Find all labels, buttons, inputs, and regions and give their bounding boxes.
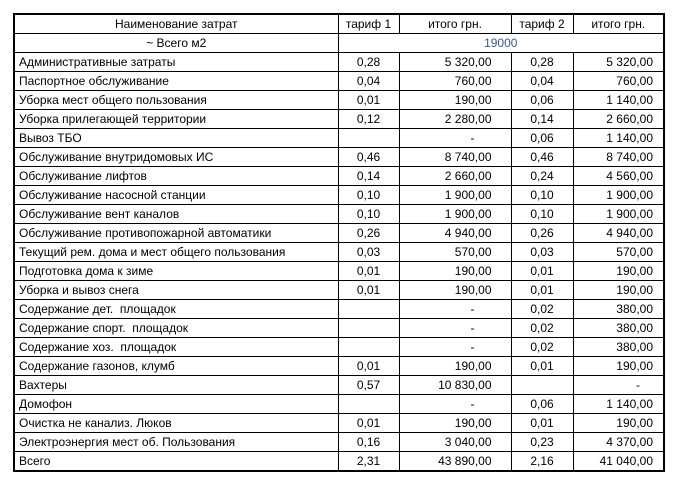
tariff2-cell: 2,16 [511,452,573,472]
total2-cell: 570,00 [573,243,664,262]
total1-cell: 1 900,00 [399,186,511,205]
tariff2-cell: 0,06 [511,129,573,148]
tariff1-cell: 0,14 [338,167,399,186]
table-row [14,53,664,72]
table-row [14,91,664,110]
tariff2-cell: 0,14 [511,110,573,129]
cost-name-cell: Всего [14,452,338,472]
cost-name-cell: Домофон [14,395,338,414]
tariff1-cell [338,338,399,357]
spreadsheet-area [13,13,665,472]
table-row [14,167,664,186]
table-row [14,433,664,452]
tariff2-cell: 0,10 [511,186,573,205]
total1-cell: 10 830,00 [399,376,511,395]
tariff1-cell: 2,31 [338,452,399,472]
cost-name-cell: Электроэнергия мест об. Пользования [14,433,338,452]
table-row [14,72,664,91]
total2-cell: 4 940,00 [573,224,664,243]
cost-name-cell: Паспортное обслуживание [14,72,338,91]
total2-cell: 1 140,00 [573,91,664,110]
cost-name-cell: Текущий рем. дома и мест общего пользования [14,243,338,262]
cost-name-cell: Уборка мест общего пользования [14,91,338,110]
tariff1-cell: 0,10 [338,186,399,205]
total1-cell: 3 040,00 [399,433,511,452]
table-row [14,357,664,376]
tariff1-cell: 0,28 [338,53,399,72]
tariff2-cell: 0,01 [511,357,573,376]
cost-name-cell: Подготовка дома к зиме [14,262,338,281]
total1-cell: - [399,338,511,357]
cost-name-cell: Обслуживание внутридомовых ИС [14,148,338,167]
total2-cell: 190,00 [573,414,664,433]
tariff2-cell: 0,28 [511,53,573,72]
cost-name-cell: Административные затраты [14,53,338,72]
column-header-total1: итого грн. [399,14,511,34]
tariff1-cell: 0,01 [338,414,399,433]
cost-name-cell: Уборка и вывоз снега [14,281,338,300]
total2-cell: 1 900,00 [573,186,664,205]
total2-cell: - [573,376,664,395]
table-row [14,319,664,338]
total1-cell: 190,00 [399,281,511,300]
total2-cell: 8 740,00 [573,148,664,167]
total1-cell: 570,00 [399,243,511,262]
tariff1-cell: 0,26 [338,224,399,243]
total2-cell: 1 140,00 [573,129,664,148]
tariff1-cell: 0,57 [338,376,399,395]
tariff1-cell [338,129,399,148]
total2-cell: 760,00 [573,72,664,91]
total2-cell: 2 660,00 [573,110,664,129]
table-row [14,338,664,357]
tariff2-cell: 0,01 [511,262,573,281]
cost-name-cell: Содержание дет. площадок [14,300,338,319]
total2-cell: 1 900,00 [573,205,664,224]
total2-cell: 380,00 [573,338,664,357]
column-header-name: Наименование затрат [14,14,338,34]
area-label: ~ Всего м2 [14,34,338,53]
total2-cell: 4 370,00 [573,433,664,452]
total2-cell: 380,00 [573,300,664,319]
tariff2-cell: 0,26 [511,224,573,243]
tariff2-cell: 0,10 [511,205,573,224]
total1-cell: - [399,300,511,319]
total1-cell: 190,00 [399,91,511,110]
cost-name-cell: Обслуживание лифтов [14,167,338,186]
total1-cell: - [399,319,511,338]
table-row [14,129,664,148]
cost-table [13,13,665,472]
total2-cell: 41 040,00 [573,452,664,472]
total-row [14,452,664,472]
total2-cell: 190,00 [573,262,664,281]
tariff1-cell: 0,03 [338,243,399,262]
tariff1-cell: 0,01 [338,91,399,110]
total2-cell: 5 320,00 [573,53,664,72]
cost-name-cell: Обслуживание насосной станции [14,186,338,205]
cost-name-cell: Вывоз ТБО [14,129,338,148]
table-row [14,148,664,167]
tariff1-cell: 0,01 [338,357,399,376]
total2-cell: 1 140,00 [573,395,664,414]
tariff2-cell: 0,06 [511,91,573,110]
area-value: 19000 [338,34,664,53]
total1-cell: 43 890,00 [399,452,511,472]
tariff1-cell: 0,12 [338,110,399,129]
total1-cell: 8 740,00 [399,148,511,167]
tariff2-cell: 0,46 [511,148,573,167]
area-row [14,34,664,53]
tariff2-cell: 0,01 [511,281,573,300]
total2-cell: 190,00 [573,281,664,300]
tariff2-cell: 0,01 [511,414,573,433]
cost-name-cell: Содержание хоз. площадок [14,338,338,357]
table-row [14,110,664,129]
table-row [14,395,664,414]
tariff1-cell: 0,16 [338,433,399,452]
tariff2-cell [511,376,573,395]
total1-cell: 190,00 [399,414,511,433]
cost-name-cell: Обслуживание противопожарной автоматики [14,224,338,243]
tariff1-cell: 0,01 [338,262,399,281]
total1-cell: 2 280,00 [399,110,511,129]
cost-name-cell: Очистка не канализ. Люков [14,414,338,433]
cost-name-cell: Уборка прилегающей территории [14,110,338,129]
total1-cell: 1 900,00 [399,205,511,224]
cost-name-cell: Содержание спорт. площадок [14,319,338,338]
tariff2-cell: 0,06 [511,395,573,414]
table-row [14,205,664,224]
table-row [14,376,664,395]
total1-cell: - [399,129,511,148]
tariff2-cell: 0,02 [511,319,573,338]
total1-cell: 760,00 [399,72,511,91]
tariff1-cell: 0,10 [338,205,399,224]
tariff1-cell: 0,04 [338,72,399,91]
table-row [14,300,664,319]
table-row [14,186,664,205]
table-row [14,224,664,243]
total2-cell: 4 560,00 [573,167,664,186]
tariff1-cell [338,395,399,414]
cost-name-cell: Содержание газонов, клумб [14,357,338,376]
column-header-total2: итого грн. [573,14,664,34]
column-header-tariff1: тариф 1 [338,14,399,34]
tariff2-cell: 0,04 [511,72,573,91]
tariff1-cell [338,319,399,338]
cost-name-cell: Обслуживание вент каналов [14,205,338,224]
tariff2-cell: 0,02 [511,338,573,357]
tariff2-cell: 0,24 [511,167,573,186]
cost-table-body [14,53,664,472]
column-header-tariff2: тариф 2 [511,14,573,34]
total1-cell: 5 320,00 [399,53,511,72]
tariff2-cell: 0,02 [511,300,573,319]
tariff1-cell: 0,01 [338,281,399,300]
cost-name-cell: Вахтеры [14,376,338,395]
table-row [14,281,664,300]
header-row [14,14,664,34]
tariff1-cell [338,300,399,319]
table-row [14,262,664,281]
total1-cell: - [399,395,511,414]
total1-cell: 190,00 [399,357,511,376]
table-row [14,414,664,433]
tariff2-cell: 0,23 [511,433,573,452]
tariff2-cell: 0,03 [511,243,573,262]
total1-cell: 190,00 [399,262,511,281]
total1-cell: 2 660,00 [399,167,511,186]
table-row [14,243,664,262]
tariff1-cell: 0,46 [338,148,399,167]
total2-cell: 190,00 [573,357,664,376]
total2-cell: 380,00 [573,319,664,338]
total1-cell: 4 940,00 [399,224,511,243]
